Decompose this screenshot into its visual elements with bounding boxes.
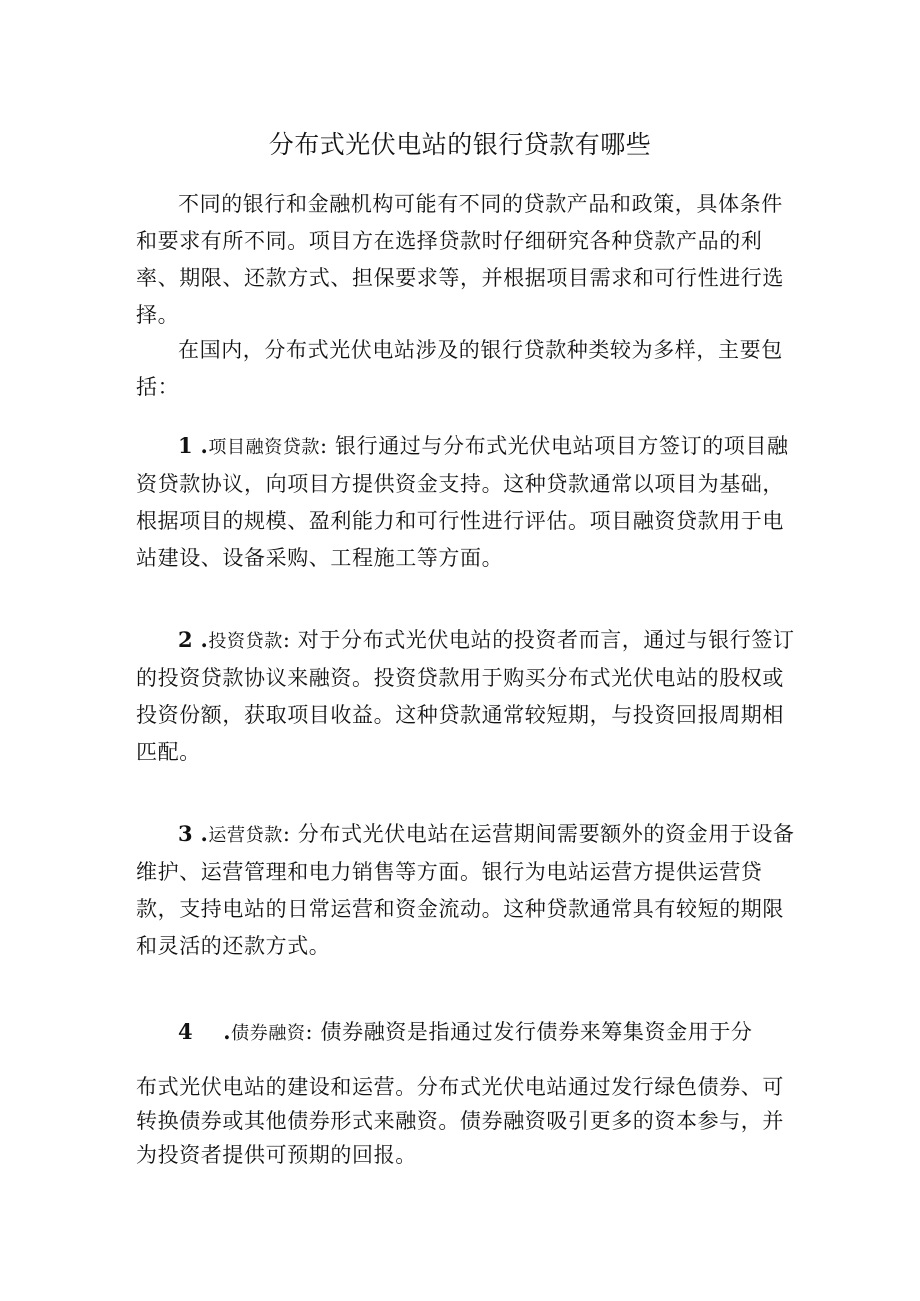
intro-paragraph-1-text: 不同的银行和金融机构可能有不同的贷款产品和政策，具体条件和要求有所不同。项目方在选择贷款时仔细研究各种贷款产品的利率、期限、还款方式、担保要求等，并根据项目需求和可行性进行选择。 bbox=[136, 192, 784, 327]
list-item-number: 1 bbox=[178, 433, 194, 458]
list-item-colon: : bbox=[305, 1020, 314, 1044]
list-item-4-continuation bbox=[136, 1070, 796, 1172]
list-item-colon: : bbox=[320, 434, 328, 458]
list-item-4 bbox=[178, 1013, 753, 1052]
intro-paragraph-1 bbox=[136, 186, 796, 334]
list-item-2 bbox=[136, 621, 796, 771]
list-item-dot: . bbox=[200, 627, 209, 652]
intro-paragraph-2 bbox=[136, 332, 796, 406]
list-item-3 bbox=[136, 815, 796, 965]
list-item-body: 对于分布式光伏电站的投资者而言，通过与银行签订的投资贷款协议来融资。投资贷款用于购买分布式光伏电站的股权或投资份额，获取项目收益。这种贷款通常较短期，与投资回报周期相匹配。 bbox=[136, 628, 795, 764]
list-item-number: 2 bbox=[178, 627, 194, 652]
list-item-colon: : bbox=[282, 628, 291, 652]
list-item-dot: . bbox=[223, 1019, 232, 1044]
list-item-term: 运营贷款 bbox=[208, 825, 283, 846]
list-item-body: 分布式光伏电站在运营期间需要额外的资金用于设备维护、运营管理和电力销售等方面。银行为电站运营方提供运营贷款，支持电站的日常运营和资金流动。这种贷款通常具有较短的期限和灵活的还款方式。 bbox=[136, 822, 795, 958]
list-item-term: 项目融资贷款 bbox=[208, 437, 321, 458]
list-item-body: 银行通过与分布式光伏电站项目方签订的项目融资贷款协议，向项目方提供资金支持。这种贷款通常以项目为基础，根据项目的规模、盈利能力和可行性进行评估。项目融资贷款用于电站建设、设备采购、工程施工等方面。 bbox=[136, 434, 789, 570]
list-item-number: 3 bbox=[178, 821, 194, 846]
list-item-body: 布式光伏电站的建设和运营。分布式光伏电站通过发行绿色债券、可转换债券或其他债券形式来融资。债券融资吸引更多的资本参与，并为投资者提供可预期的回报。 bbox=[136, 1075, 784, 1167]
intro-paragraph-2-text: 在国内，分布式光伏电站涉及的银行贷款种类较为多样，主要包括： bbox=[136, 338, 783, 399]
list-item-dot: . bbox=[200, 433, 209, 458]
document-title: 分布式光伏电站的银行贷款有哪些 bbox=[268, 130, 652, 159]
list-item-number: 4 bbox=[178, 1019, 194, 1044]
list-item-term: 债券融资 bbox=[231, 1023, 306, 1044]
list-item-dot: . bbox=[200, 821, 209, 846]
list-item-1 bbox=[136, 427, 796, 577]
list-item-term: 投资贷款 bbox=[208, 631, 283, 652]
list-item-colon: : bbox=[282, 822, 291, 846]
list-item-body: 债券融资是指通过发行债券来筹集资金用于分 bbox=[320, 1020, 753, 1044]
